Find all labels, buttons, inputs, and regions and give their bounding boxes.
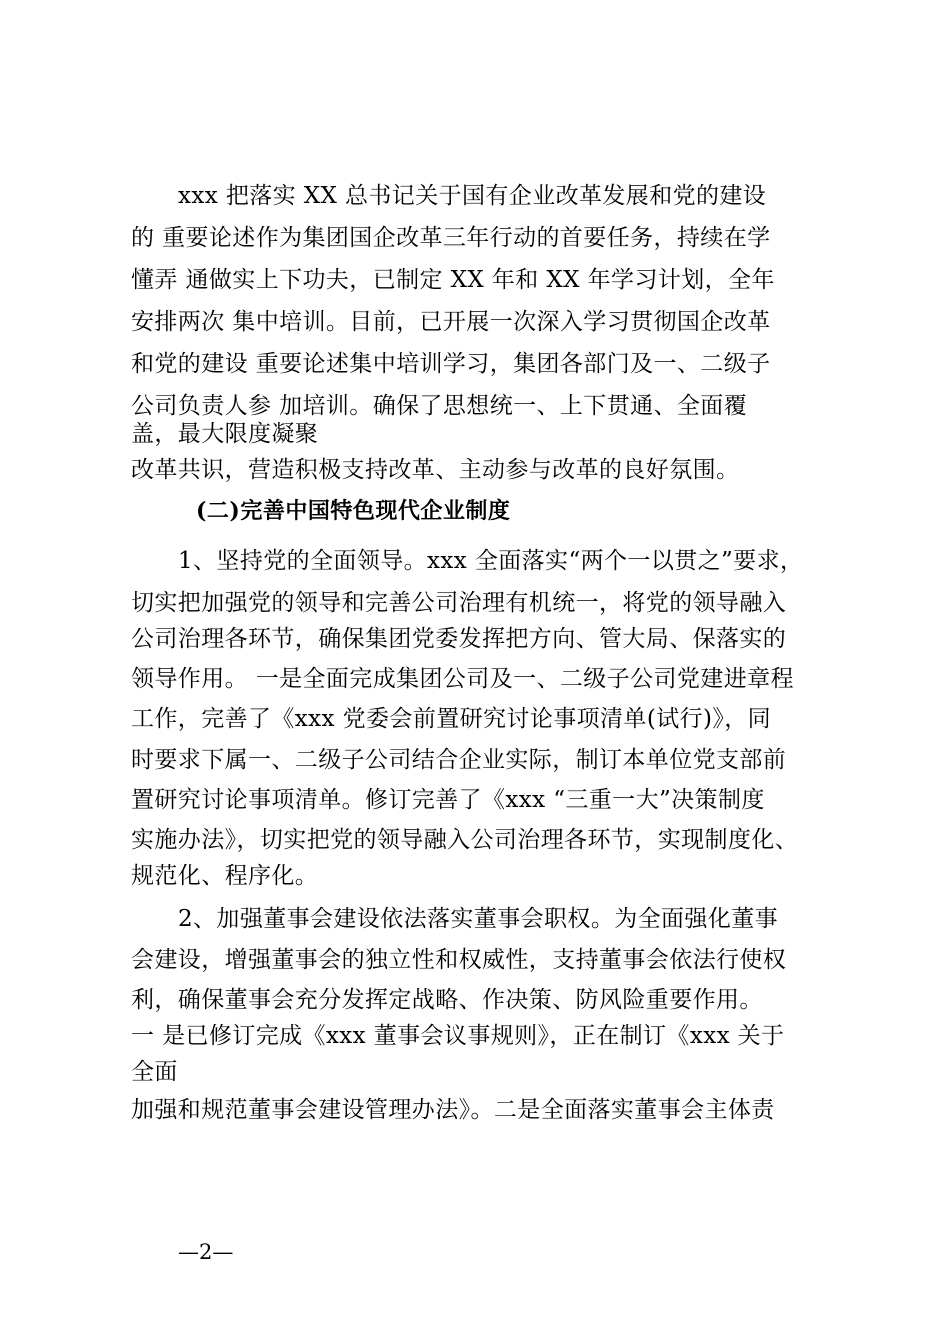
paragraph2-line: 置研究讨论事项清单。修订完善了《xxx “三重一大”决策制度	[131, 787, 765, 813]
paragraph3-line: 一 是已修订完成《xxx 董事会议事规则》，正在制订《xxx 关于	[131, 1023, 785, 1049]
paragraph2-line: 公司治理各环节，确保集团党委发挥把方向、管大局、保落实的	[131, 626, 787, 652]
paragraph2-line: 1、坚持党的全面领导。xxx 全面落实“两个一以贯之”要求，	[178, 548, 804, 574]
paragraph1-line: 懂弄 通做实上下功夫，已制定 XX 年和 XX 年学习计划，全年	[131, 267, 775, 293]
paragraph1-line: 的 重要论述作为集团国企改革三年行动的首要任务，持续在学	[131, 225, 771, 251]
section-heading: (二)完善中国特色现代企业制度	[196, 498, 511, 524]
paragraph3-line: 会建设，增强董事会的独立性和权威性，支持董事会依法行使权	[131, 947, 787, 973]
paragraph1-line: 改革共识，营造积极支持改革、主动参与改革的良好氛围。	[131, 457, 740, 483]
paragraph1-line: 盖，最大限度凝聚	[131, 421, 319, 447]
paragraph1-line: 和党的建设 重要论述集中培训学习，集团各部门及一、二级子	[131, 351, 771, 377]
paragraph2-line: 领导作用。 一是全面完成集团公司及一、二级子公司党建进章程	[131, 666, 794, 692]
page-number: —2—	[178, 1240, 234, 1264]
paragraph2-line: 工作，完善了《xxx 党委会前置研究讨论事项清单(试行)》，同	[131, 706, 772, 732]
paragraph2-line: 时要求下属一、二级子公司结合企业实际，制订本单位党支部前	[131, 747, 787, 773]
paragraph2-line: 规范化、程序化。	[131, 863, 319, 889]
paragraph1-line: 安排两次 集中培训。目前，已开展一次深入学习贯彻国企改革	[131, 309, 771, 335]
paragraph2-line: 实施办法》，切实把党的领导融入公司治理各环节，实现制度化、	[131, 827, 799, 853]
paragraph2-line: 切实把加强党的领导和完善公司治理有机统一，将党的领导融入	[131, 590, 787, 616]
paragraph3-line: 全面	[131, 1059, 178, 1085]
paragraph1-line: xxx 把落实 XX 总书记关于国有企业改革发展和党的建设	[178, 183, 767, 209]
paragraph3-line: 加强和规范董事会建设管理办法》。二是全面落实董事会主体责	[131, 1097, 775, 1123]
paragraph3-line: 利，确保董事会充分发挥定战略、作决策、防风险重要作用。	[131, 987, 763, 1013]
paragraph3-line: 2、加强董事会建设依法落实董事会职权。为全面强化董事	[178, 906, 779, 932]
paragraph1-line: 公司负责人参 加培训。确保了思想统一、上下贯通、全面覆	[131, 393, 748, 419]
